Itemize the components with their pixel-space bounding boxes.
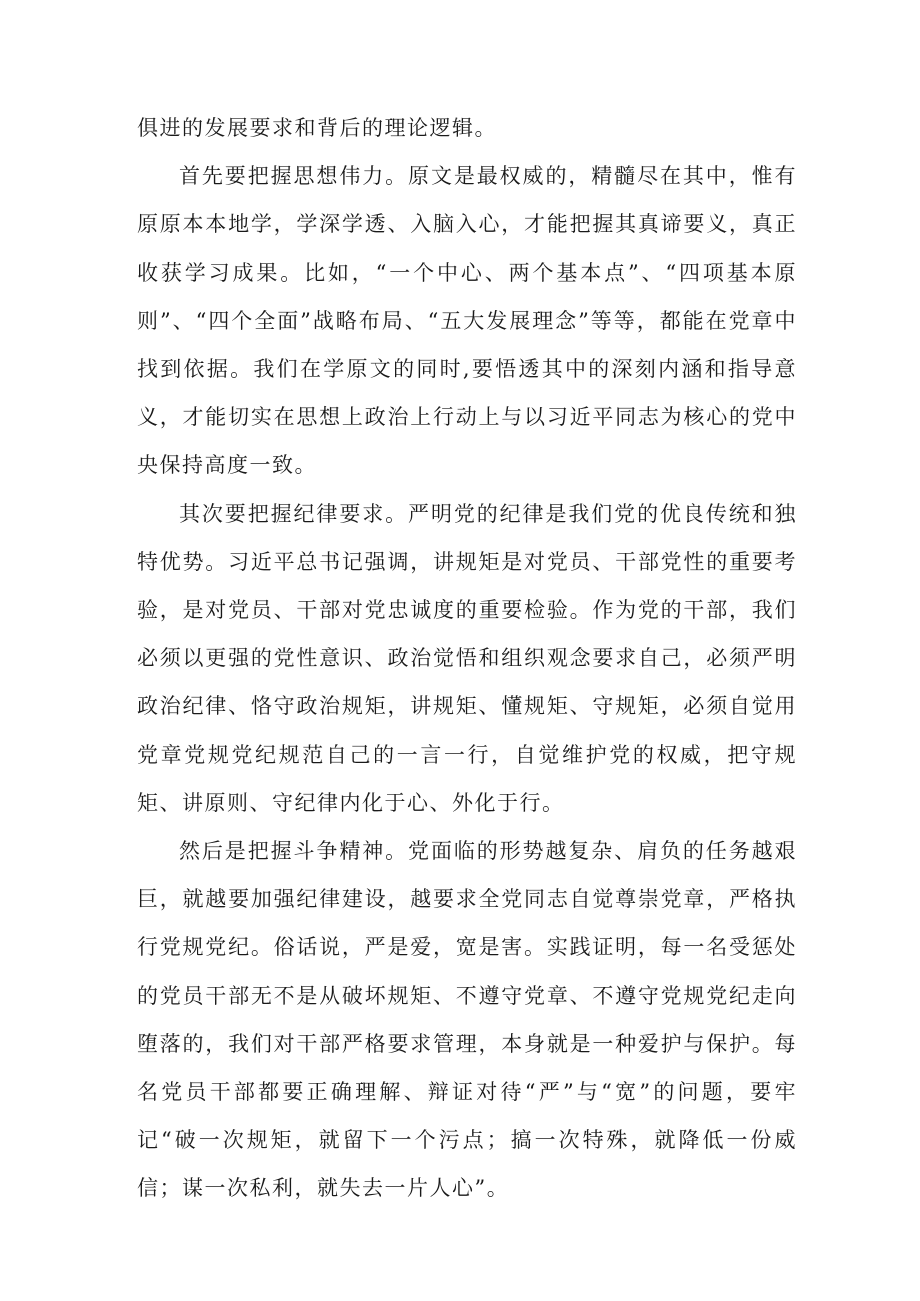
paragraph-struggle-spirit: 然后是把握斗争精神。党面临的形势越复杂、肩负的任务越艰巨，就越要加强纪律建设，越要求全党同志自觉尊崇党章，严格执行党规党纪。俗话说，严是爱，宽是害。实践证明，每一名受惩处的党员干部无不是从破坏规矩、不遵守党章、不遵守党规党纪走向堕落的，我们对干部严格要求管理，本身就是一种爱护与保护。每名党员干部都要正确理解、辩证对待“严”与“宽”的问题，要牢记“破一次规矩，就留下一个污点；搞一次特殊，就降低一份威信；谋一次私利，就失去一片人心”。: [137, 839, 797, 1201]
document-body: [137, 104, 797, 1213]
paragraph-discipline: 其次要把握纪律要求。严明党的纪律是我们党的优良传统和独特优势。习近平总书记强调，讲规矩是对党员、干部党性的重要考验，是对党员、干部对党忠诚度的重要检验。作为党的干部，我们必须以更强的党性意识、政治觉悟和组织观念要求自己，必须严明政治纪律、恪守政治规矩，讲规矩、懂规矩、守规矩，必须自觉用党章党规党纪规范自己的一言一行，自觉维护党的权威，把守规矩、讲原则、守纪律内化于心、外化于行。: [137, 501, 797, 815]
paragraph-continuation: 俱进的发展要求和背后的理论逻辑。: [137, 116, 497, 140]
paragraph-thought-power: 首先要把握思想伟力。原文是最权威的，精髓尽在其中，惟有原原本本地学，学深学透、入脑入心，才能把握其真谛要义，真正收获学习成果。比如，“一个中心、两个基本点”、“四项基本原则”、“四个全面”战略布局、“五大发展理念”等等，都能在党章中找到依据。我们在学原文的同时,要悟透其中的深刻内涵和指导意义，才能切实在思想上政治上行动上与以习近平同志为核心的党中央保持高度一致。: [137, 164, 797, 478]
